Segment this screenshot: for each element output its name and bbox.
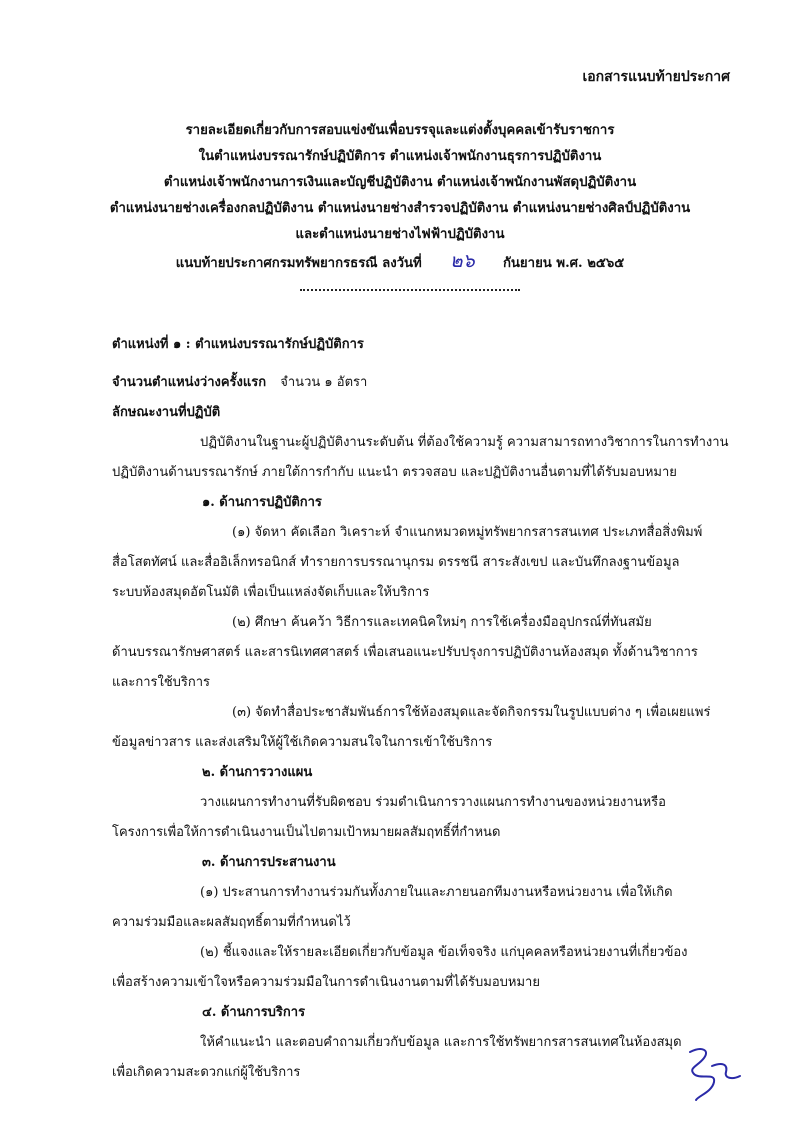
title-line: รายละเอียดเกี่ยวกับการสอบแข่งขันเพื่อบรรจุและแต่งตั้งบุคคลเข้ารับราชการ: [185, 123, 615, 138]
item-line: ความร่วมมือและผลสัมฤทธิ์ตามที่กำหนดไว้: [112, 915, 351, 930]
item-line: (๒) ชี้แจงและให้รายละเอียดเกี่ยวกับข้อมูล ข้อเท็จจริง แก่บุคคลหรือหน่วยงานที่เกี่ยวข้อง: [200, 945, 688, 960]
item-line: เพื่อสร้างความเข้าใจหรือความร่วมมือในการดำเนินงานตามที่ได้รับมอบหมาย: [112, 975, 540, 990]
section-heading: ๒. ด้านการวางแผน: [202, 765, 313, 780]
vacancy-line: [112, 368, 736, 398]
announcement-date-line: [60, 248, 740, 277]
section-item: [112, 788, 736, 848]
item-line: (๑) จัดหา คัดเลือก วิเคราะห์ จำแนกหมวดหมู่ทรัพยากรสารสนเทศ ประเภทสื่อสิ่งพิมพ์: [232, 525, 703, 540]
date-suffix: กันยายน พ.ศ. ๒๕๖๕: [502, 256, 625, 271]
vacancy-value: จำนวน ๑ อัตรา: [280, 375, 368, 390]
item-line: (๒) ศึกษา ค้นคว้า วิธีการและเทคนิคใหม่ๆ การใช้เครื่องมืออุปกรณ์ที่ทันสมัย: [232, 615, 652, 630]
item-line: ข้อมูลข่าวสาร และส่งเสริมให้ผู้ใช้เกิดความสนใจในการเข้าใช้บริการ: [112, 735, 493, 750]
title-line: และตำแหน่งนายช่างไฟฟ้าปฏิบัติงาน: [295, 227, 505, 242]
paragraph-line: ปฏิบัติงานในฐานะผู้ปฏิบัติงานระดับต้น ที่ต้องใช้ความรู้ ความสามารถทางวิชาการในการทำงาน: [200, 435, 729, 450]
date-prefix: แนบท้ายประกาศกรมทรัพยากรธรณี ลงวันที่: [175, 256, 422, 271]
document-title: [60, 118, 740, 277]
item-line: และการใช้บริการ: [112, 675, 211, 690]
document-body: [112, 330, 736, 1088]
item-line: ด้านบรรณารักษศาสตร์ และสารนิเทศศาสตร์ เพื่อเสนอแนะปรับปรุงการปฏิบัติงานห้องสมุด ทั้งด้านวิชาการ: [112, 645, 698, 660]
dotted-divider: [300, 289, 520, 291]
item-line: ระบบห้องสมุดอัตโนมัติ เพื่อเป็นแหล่งจัดเก็บและให้บริการ: [112, 585, 430, 600]
position-heading: ตำแหน่งที่ ๑ : ตำแหน่งบรรณารักษ์ปฏิบัติการ: [112, 337, 364, 352]
duties-heading: ลักษณะงานที่ปฏิบัติ: [112, 405, 221, 420]
vacancy-label: จำนวนตำแหน่งว่างครั้งแรก: [112, 375, 267, 390]
intro-paragraph: [112, 428, 736, 488]
section-item: [112, 698, 736, 758]
section-item: [112, 1028, 736, 1088]
paragraph-line: ปฏิบัติงานด้านบรรณารักษ์ ภายใต้การกำกับ แนะนำ ตรวจสอบ และปฏิบัติงานอื่นตามที่ได้รับมอบหมาย: [112, 465, 677, 480]
section-item: [112, 878, 736, 938]
item-line: วางแผนการทำงานที่รับผิดชอบ ร่วมดำเนินการวางแผนการทำงานของหน่วยงานหรือ: [200, 795, 666, 810]
item-line: สื่อโสตทัศน์ และสื่ออิเล็กทรอนิกส์ ทำรายการบรรณานุกรม ดรรชนี สาระสังเขป และบันทึกลงฐานข้อมูล: [112, 555, 680, 570]
item-line: เพื่อเกิดความสะดวกแก่ผู้ใช้บริการ: [112, 1065, 301, 1080]
section-heading: ๔. ด้านการบริการ: [202, 1005, 306, 1020]
item-line: ให้คำแนะนำ และตอบคำถามเกี่ยวกับข้อมูล และการใช้ทรัพยากรสารสนเทศในห้องสมุด: [200, 1035, 682, 1050]
section-heading: ๑. ด้านการปฏิบัติการ: [202, 495, 322, 510]
title-line: ตำแหน่งเจ้าพนักงานการเงินและบัญชีปฏิบัติงาน ตำแหน่งเจ้าพนักงานพัสดุปฏิบัติงาน: [163, 175, 637, 190]
item-line: (๑) ประสานการทำงานร่วมกันทั้งภายในและภายนอกทีมงานหรือหน่วยงาน เพื่อให้เกิด: [200, 885, 673, 900]
section-item: [112, 608, 736, 698]
item-line: (๓) จัดทำสื่อประชาสัมพันธ์การใช้ห้องสมุดและจัดกิจกรรมในรูปแบบต่าง ๆ เพื่อเผยแพร่: [232, 705, 711, 720]
section-item: [112, 938, 736, 998]
attachment-label: เอกสารแนบท้ายประกาศ: [582, 69, 730, 85]
title-line: ในตำแหน่งบรรณารักษ์ปฏิบัติการ ตำแหน่งเจ้าพนักงานธุรการปฏิบัติงาน: [198, 149, 602, 164]
section-item: [112, 518, 736, 608]
section-heading: ๓. ด้านการประสานงาน: [202, 855, 336, 870]
handwritten-signature: [676, 1042, 746, 1104]
item-line: โครงการเพื่อให้การดำเนินงานเป็นไปตามเป้าหมายผลสัมฤทธิ์ที่กำหนด: [112, 825, 501, 840]
handwritten-day: ๒๖: [450, 250, 475, 272]
title-line: ตำแหน่งนายช่างเครื่องกลปฏิบัติงาน ตำแหน่งนายช่างสำรวจปฏิบัติงาน ตำแหน่งนายช่างศิลป์ปฏิบัติงาน: [109, 201, 691, 216]
